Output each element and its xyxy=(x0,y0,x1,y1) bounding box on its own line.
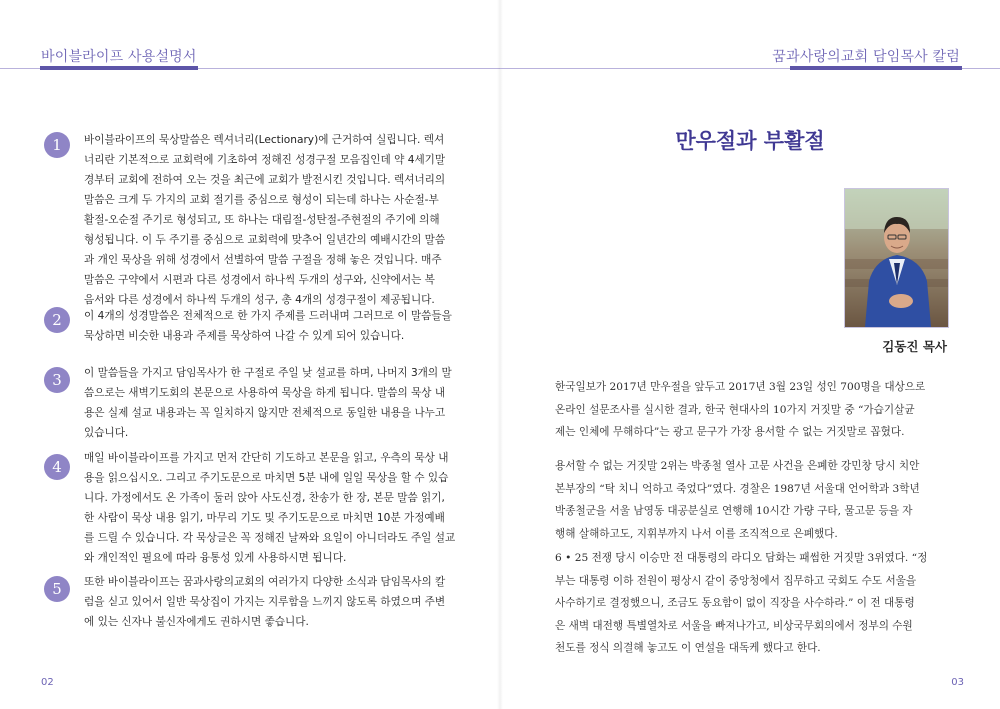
text-line: 와 개인적인 필요에 따라 융통성 있게 사용하시면 됩니다. xyxy=(84,552,347,564)
item-text xyxy=(84,448,456,568)
text-line: 용을 읽으십시오. 그리고 주기도문으로 마치면 5분 내에 일일 묵상을 할 수 있습 xyxy=(84,472,449,484)
column-paragraph-2 xyxy=(555,455,947,545)
column-title: 만우절과 부활절 xyxy=(675,129,825,153)
item-number-badge: 3 xyxy=(44,367,70,393)
text-line: 경부터 교회에 전하여 오는 것을 최근에 교회가 발전시킨 것입니다. 렉셔너리의 xyxy=(84,174,446,186)
column-paragraph-1 xyxy=(555,376,947,444)
item-number-badge: 5 xyxy=(44,576,70,602)
text-line: 부는 대통령 이하 전원이 평상시 같이 중앙청에서 집무하고 국회도 수도 서울을 xyxy=(555,574,917,587)
text-line: 묵상하면 비슷한 내용과 주제를 묵상하여 나갈 수 있게 되어 있습니다. xyxy=(84,330,405,342)
item-number-badge: 2 xyxy=(44,307,70,333)
text-line: 과 개인 묵상을 위해 성경에서 선별하여 말씀 구절을 정해 놓은 것입니다. 매주 xyxy=(84,254,442,266)
right-header-accent-bar xyxy=(790,66,962,70)
text-line: 용은 실제 설교 내용과는 꼭 일치하지 않지만 전체적으로 동일한 내용을 나누고 xyxy=(84,407,446,419)
text-line: 너리란 기본적으로 교회력에 기초하여 정해진 성경구절 모음집인데 약 4세기말 xyxy=(84,154,446,166)
text-line: 온라인 설문조사를 실시한 결과, 한국 현대사의 10가지 거짓말 중 “가습기살균 xyxy=(555,403,915,416)
text-line: 형성됩니다. 이 두 주기를 중심으로 교회력에 맞추어 일년간의 예배시간의 말씀 xyxy=(84,234,446,246)
text-line: 천도를 정식 의결해 놓고도 이 연설을 대독케 했다고 한다. xyxy=(555,642,821,654)
text-line: 에 있는 신자나 불신자에게도 권하시면 좋습니다. xyxy=(84,616,309,628)
text-line: 한 사람이 묵상 내용 읽기, 마무리 기도 및 주기도문으로 마치면 10분 가정예배 xyxy=(84,512,445,524)
left-page-number: 02 xyxy=(41,677,54,688)
text-line: 를 드릴 수 있습니다. 각 묵상글은 꼭 정해진 날짜와 요일이 아니더라도 주일 설교 xyxy=(84,532,456,544)
text-line: 럼을 싣고 있어서 일반 묵상집이 가지는 지루함을 느끼지 않도록 하였으며 주변 xyxy=(84,596,446,608)
right-page-number: 03 xyxy=(951,677,964,688)
text-line: 음서와 다른 성경에서 하나씩 두개의 성구, 총 4개의 성경구절이 제공됩니다. xyxy=(84,294,435,306)
text-line: 말씀은 크게 두 가지의 교회 절기를 중심으로 형성이 되는데 하나는 사순절-부 xyxy=(84,194,439,206)
text-line: 용서할 수 없는 거짓말 2위는 박종철 열사 고문 사건을 은폐한 강민창 당시 치안 xyxy=(555,460,920,472)
text-line: 바이블라이프의 묵상말씀은 렉셔너리(Lectionary)에 근거하여 실립니다. 렉셔 xyxy=(84,134,445,146)
author-portrait-image xyxy=(845,189,948,327)
text-line: 매일 바이블라이프를 가지고 먼저 간단히 기도하고 본문을 읽고, 우측의 묵상 내 xyxy=(84,452,449,464)
text-line: 말씀은 구약에서 시편과 다른 성경에서 하나씩 두개의 성구와, 신약에서는 복 xyxy=(84,274,435,286)
text-line: 사수하기로 결정했으니, 조금도 동요함이 없이 직장을 사수하라.” 이 전 대통령 xyxy=(555,597,915,609)
author-name: 김동진 목사 xyxy=(882,339,947,354)
text-line: 제는 인체에 무해하다”는 광고 문구가 가장 용서할 수 없는 거짓말로 꼽혔다. xyxy=(555,426,905,438)
left-header-title: 바이블라이프 사용설명서 xyxy=(41,49,197,65)
text-line: 이 말씀들을 가지고 담임목사가 한 구절로 주일 낮 설교를 하며, 나머지 3개의 말 xyxy=(84,367,452,379)
text-line: 이 4개의 성경말씀은 전체적으로 한 가지 주제를 드러내며 그러므로 이 말씀들을 xyxy=(84,310,452,322)
item-text xyxy=(84,572,456,632)
right-page xyxy=(500,0,1000,709)
author-photo xyxy=(844,188,949,328)
column-paragraph-3 xyxy=(555,547,947,660)
item-text xyxy=(84,363,456,443)
item-text xyxy=(84,130,456,310)
item-number-badge: 4 xyxy=(44,454,70,480)
text-line: 6 • 25 전쟁 당시 이승만 전 대통령의 라디오 담화는 패썸한 거짓말 3위였다. “정 xyxy=(555,552,928,564)
text-line: 또한 바이블라이프는 꿈과사랑의교회의 여러가지 다양한 소식과 담임목사의 칼 xyxy=(84,576,446,588)
text-line: 있습니다. xyxy=(84,427,129,439)
text-line: 씀으로는 새벽기도회의 본문으로 사용하여 묵상을 하게 됩니다. 말씀의 묵상 내 xyxy=(84,387,446,399)
text-line: 행해 살해하고도, 지휘부까지 나서 이를 조직적으로 은폐했다. xyxy=(555,527,838,540)
text-line: 활절-오순절 주기로 형성되고, 또 하나는 대림절-성탄절-주현절의 주기에 의해 xyxy=(84,214,440,226)
right-header-title: 꿈과사랑의교회 담임목사 칼럼 xyxy=(772,49,960,65)
text-line: 은 새벽 대전행 특별열차로 서울을 빠져나가고, 비상국무회의에서 정부의 수원 xyxy=(555,619,913,632)
item-number-badge: 1 xyxy=(44,132,70,158)
text-line: 본부장의 “탁 치니 억하고 죽었다”였다. 경찰은 1987년 서울대 언어학과 3학년 xyxy=(555,482,920,495)
text-line: 한국일보가 2017년 만우절을 앞두고 2017년 3월 23일 성인 700명을 대상으로 xyxy=(555,381,926,393)
text-line: 박종철군을 서울 남영동 대공분실로 연행해 10시간 가량 구타, 물고문 등을 자 xyxy=(555,505,913,517)
left-header-accent-bar xyxy=(40,66,198,70)
item-text xyxy=(84,306,456,346)
text-line: 니다. 가정에서도 온 가족이 둘러 앉아 사도신경, 찬송가 한 장, 본문 말씀 읽기, xyxy=(84,492,445,504)
